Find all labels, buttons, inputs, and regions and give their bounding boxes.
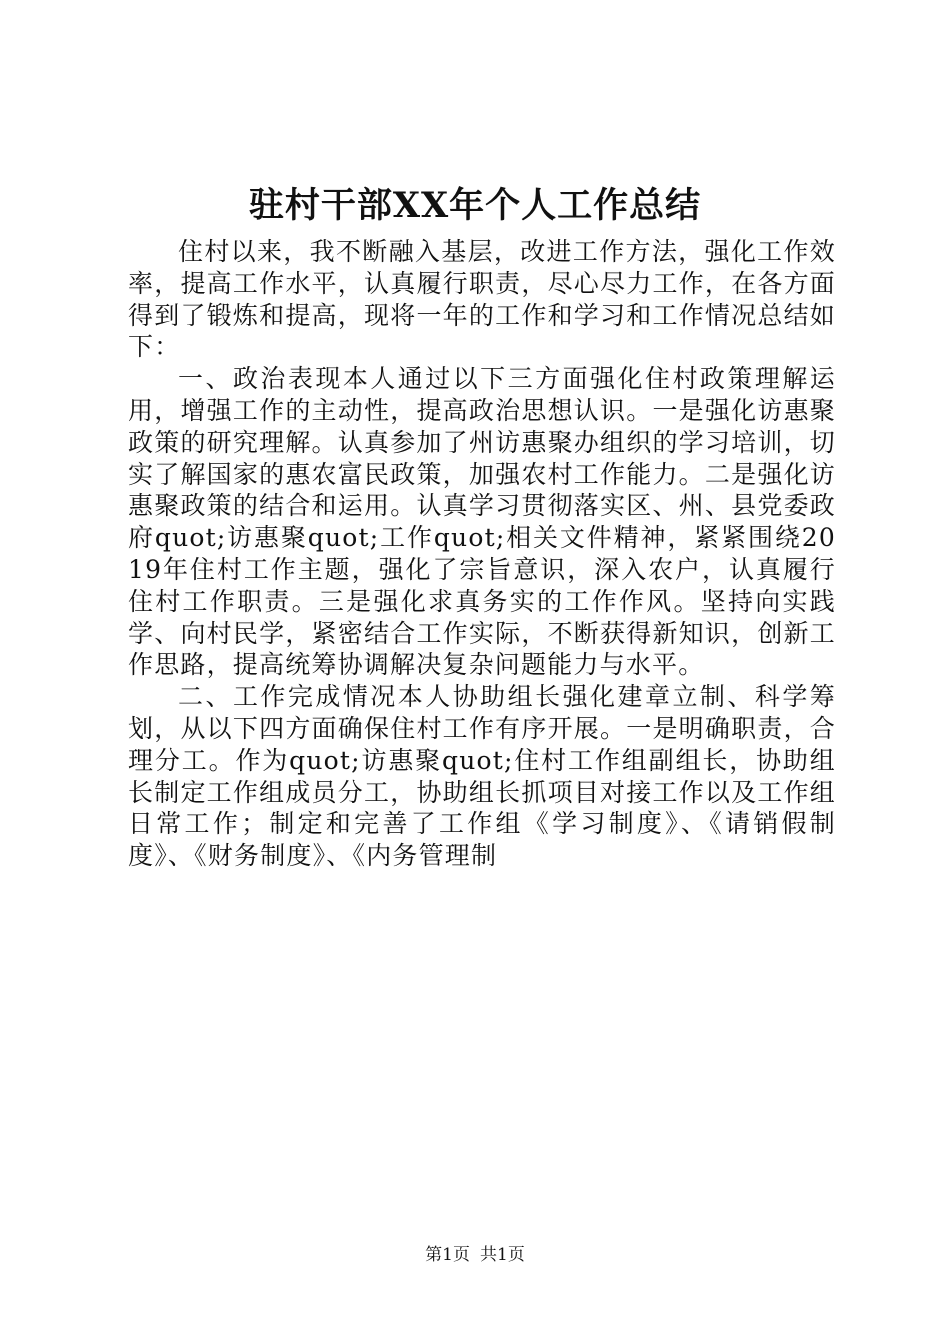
- page-total: 共1页: [480, 1245, 525, 1265]
- document-title: 驻村干部XX年个人工作总结: [248, 185, 702, 226]
- paragraph-political-performance: 一、政治表现本人通过以下三方面强化住村政策理解运用，增强工作的主动性，提高政治思想认识。一是强化访惠聚政策的研究理解。认真参加了州访惠聚办组织的学习培训，切实了解国家的惠农富民政策，加强农村工作能力。二是强化访惠聚政策的结合和运用。认真学习贯彻落实区、州、县党委政府quot;访惠聚quot;工作quot;相关文件精神，紧紧围绕2019年住村工作主题，强化了宗旨意识，深入农户，认真履行住村工作职责。三是强化求真务实的工作作风。坚持向实践学、向村民学，紧密结合工作实际，不断获得新知识，创新工作思路，提高统筹协调解决复杂问题能力与水平。: [128, 364, 836, 680]
- paragraph-work-completion: 二、工作完成情况本人协助组长强化建章立制、科学筹划，从以下四方面确保住村工作有序开展。一是明确职责，合理分工。作为quot;访惠聚quot;住村工作组副组长，协助组长制定工作组成员分工，协助组长抓项目对接工作以及工作组日常工作；制定和完善了工作组《学习制度》、《请销假制度》、《财务制度》、《内务管理制: [128, 682, 836, 871]
- document-body: [128, 236, 836, 872]
- page-footer: [0, 1243, 950, 1267]
- paragraph-intro: 住村以来，我不断融入基层，改进工作方法，强化工作效率，提高工作水平，认真履行职责，尽心尽力工作，在各方面得到了锻炼和提高，现将一年的工作和学习和工作情况总结如下：: [128, 237, 836, 362]
- page-number: 第1页: [425, 1245, 470, 1265]
